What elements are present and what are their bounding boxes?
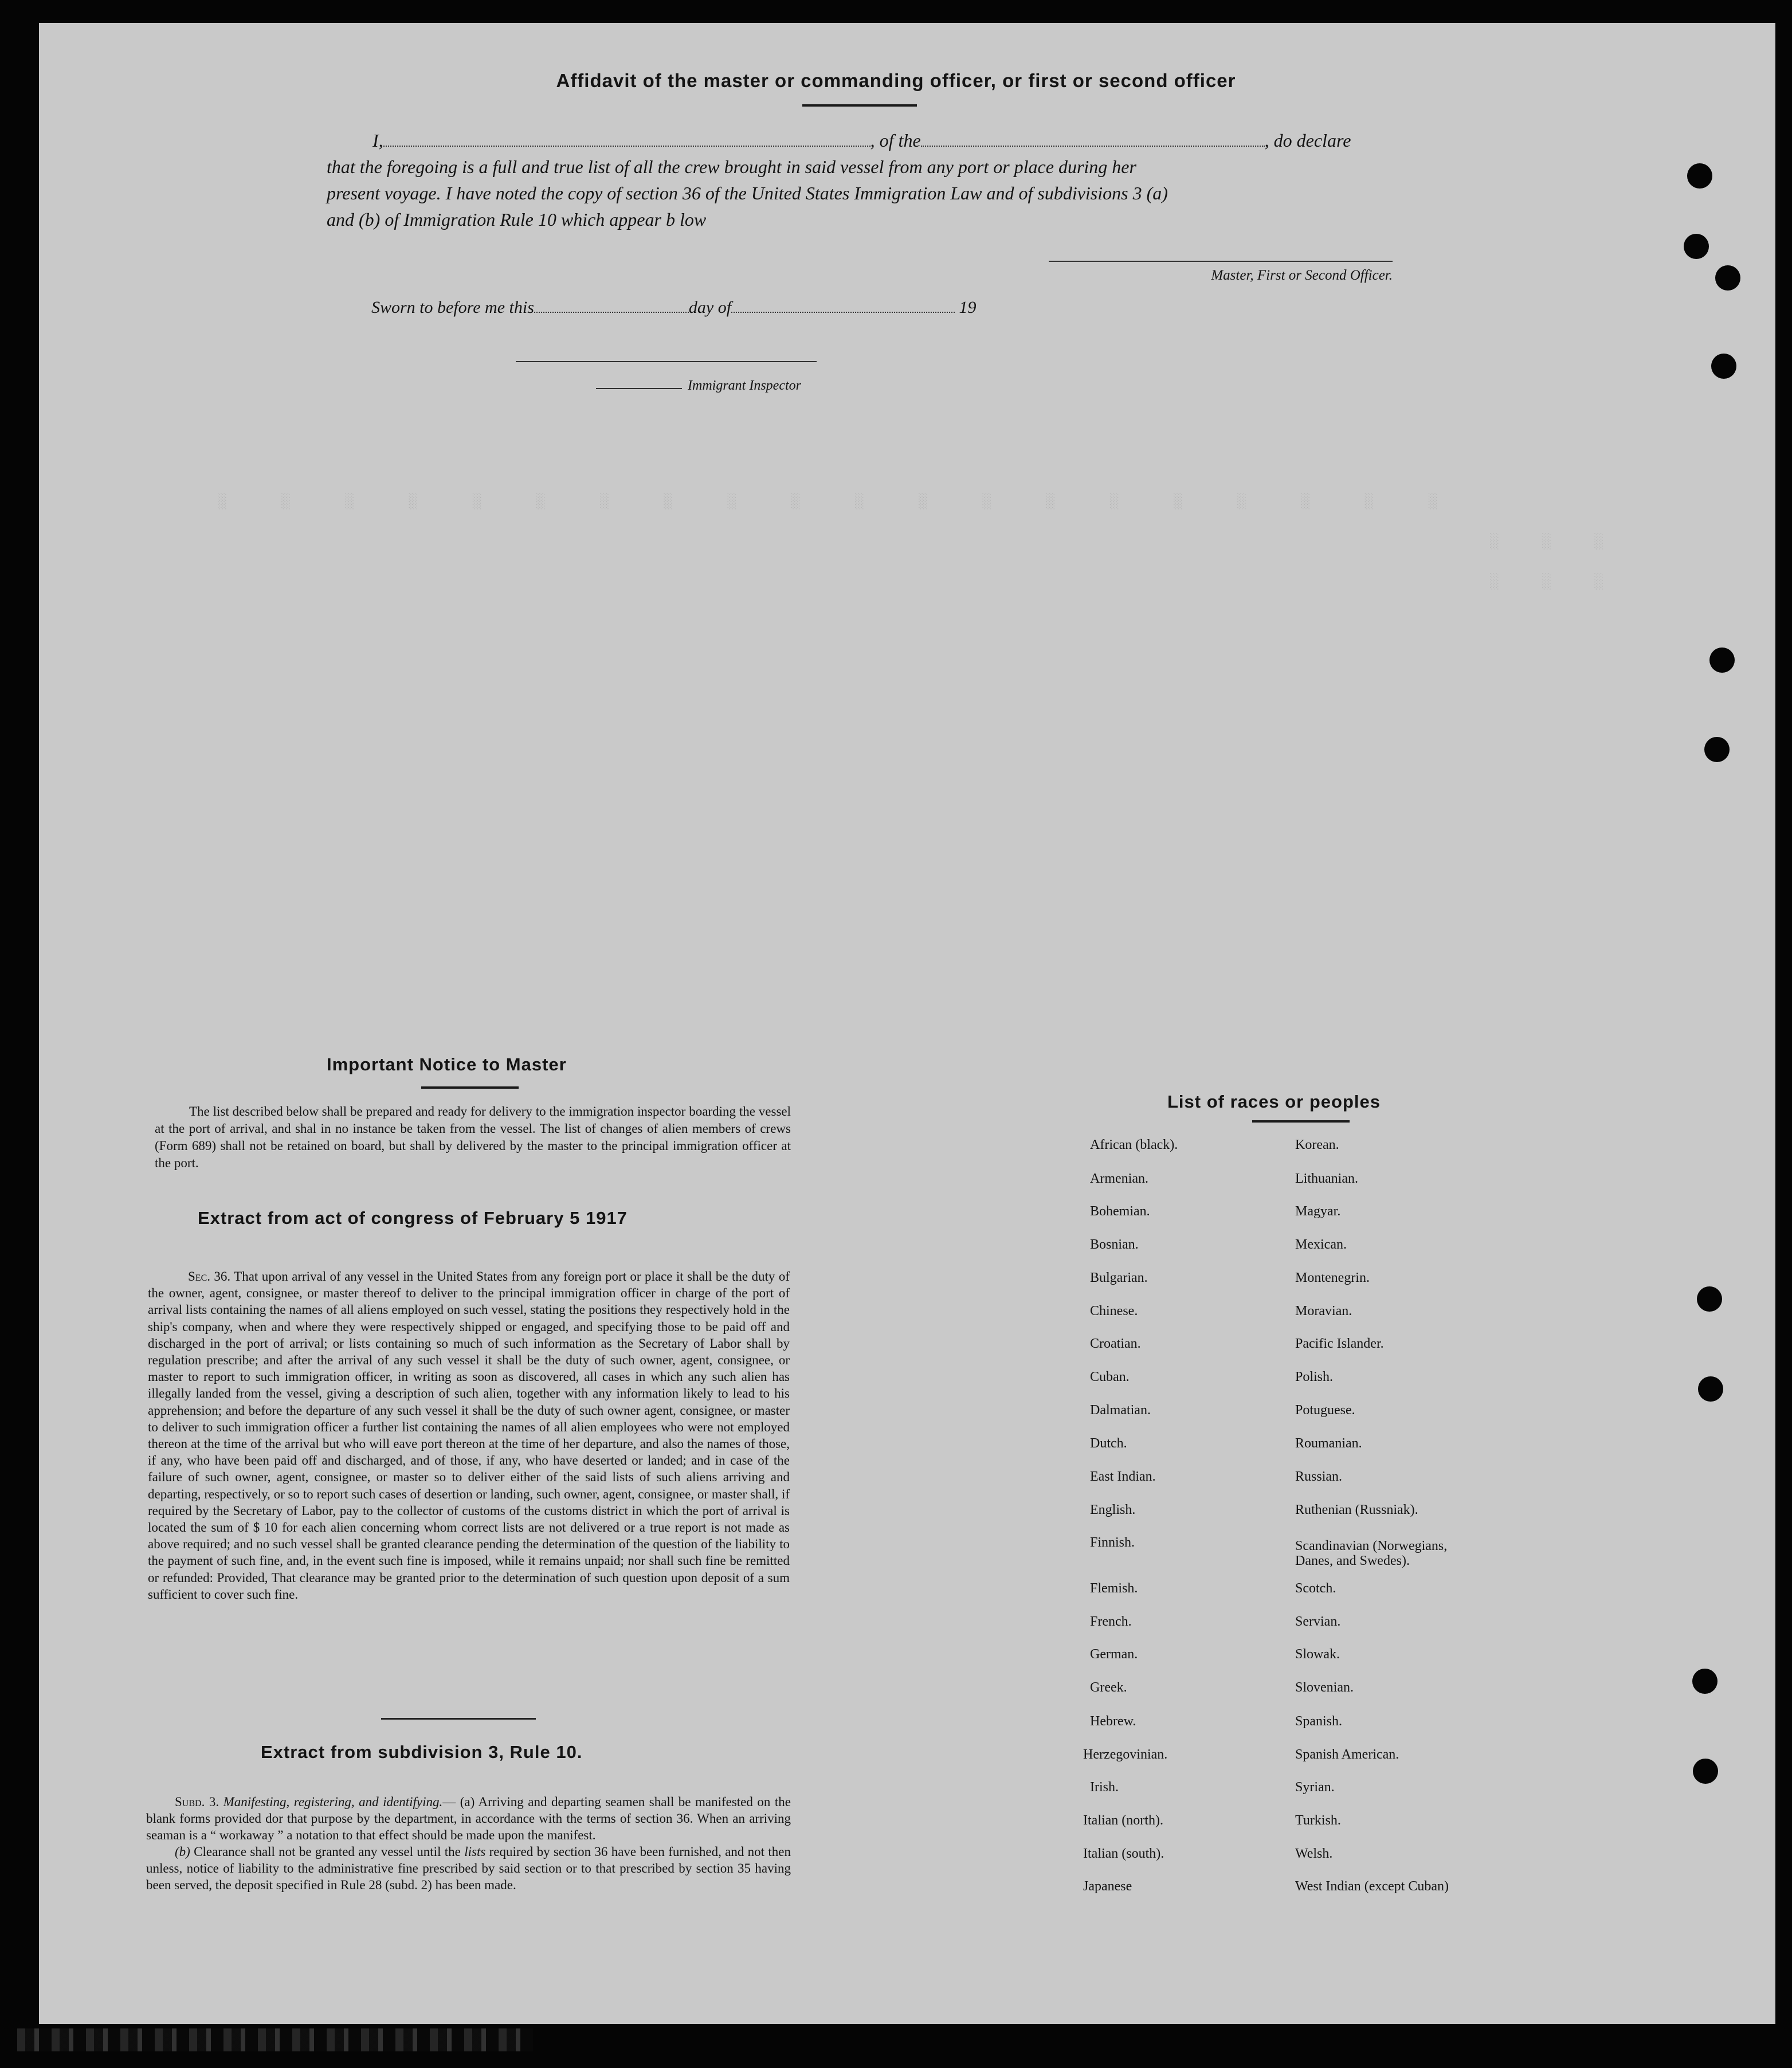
race-item: Dutch.	[1090, 1436, 1127, 1451]
race-item: Italian (south).	[1083, 1846, 1164, 1861]
punch-hole	[1697, 1286, 1722, 1312]
day-of-label: day of	[688, 298, 732, 317]
section-body: That upon arrival of any vessel in the United States from any foreign port or place it shall be the duty of the owner, agent, consignee, or master thereof to deliver to the principal immigration officer in charge of the port of arrival lists containing the names of all aliens employed on such vessel, stating the positions they respectively hold in the ship's company, when and where they were respectively shipped or engaged, and specifying those to be paid off and discharged in the port of arrival; or lists containing so much of such information as the Secretary of Labor shall by regulation prescribe; and after the arrival of any such vessel it shall be the duty of such owner, agent, consignee, or master to report to such immigration officer, in writing as soon as discovered, all cases in which any such alien has illegally landed from the vessel, giving a description of such alien, together with any information likely to lead to his apprehension; and before the departure of any such vessel it shall be the duty of such owner agent, consignee, or master to deliver to such immigration officer a further list containing the names of all alien employees who were not employed thereon at the time of the arrival but who will eave port thereon at the time of her departure, and also the names of those, if any, who have been paid off and discharged, and of those, if any, who have deserted or landed; and in case of the failure of such owner, agent, consignee, or master so to deliver either of the said lists of such aliens arriving and departing, respectively, or so to report such cases of desertion or landing, such owner, agent, consignee, or master shall, if required by the Secretary of Labor, pay to the collector of customs of the customs district in which the port of arrival is located the sum of $ 10 for each alien concerning whom correct lists are not delivered or a true report is not made as above required; and no such vessel shall be granted clearance pending the determination of the question of the liability to the payment of such fine, and, in the event such fine is imposed, while it remains unpaid; nor shall such fine be remitted or refunded: Provided, That clearance may be granted prior to the determination of such question upon deposit of a sum sufficient to cover such fine.	[148, 1269, 790, 1602]
affidavit-line: and (b) of Immigration Rule 10 which appear b low	[327, 209, 707, 230]
affidavit-body	[327, 127, 1393, 233]
affidavit-do-declare: , do declare	[1264, 130, 1351, 151]
inspector-signature-line[interactable]	[516, 361, 817, 362]
document-page	[39, 23, 1775, 2024]
show-through-text: ░ ░ ░	[1490, 533, 1621, 550]
race-item: Welsh.	[1295, 1846, 1333, 1861]
punch-hole	[1684, 234, 1709, 259]
inspector-short-line	[596, 388, 682, 389]
subd-para-b-pre: Clearance shall not be granted any vessel until the	[194, 1845, 461, 1859]
divider	[421, 1086, 519, 1089]
subdivision-3-text	[146, 1794, 791, 1893]
signature-label: Master, First or Second Officer.	[1211, 268, 1393, 283]
divider	[381, 1718, 536, 1720]
race-item: Pacific Islander.	[1295, 1336, 1384, 1351]
race-item: Turkish.	[1295, 1813, 1341, 1828]
race-item: Bulgarian.	[1090, 1270, 1148, 1285]
show-through-text: ░ ░ ░	[1490, 573, 1621, 590]
divider	[1252, 1120, 1350, 1123]
section-label: Sec. 36.	[188, 1269, 231, 1284]
show-through-text: ░ ░ ░ ░ ░ ░ ░ ░ ░ ░ ░ ░ ░ ░ ░ ░ ░ ░ ░ ░	[218, 493, 1461, 510]
subd-para-a: — (a) Arriving and departing seamen shall be manifested on the blank forms provided dor that purpose by the department, in accordance with the terms of section 36. When an arriving seaman is a “ workaway ” a notation to that effect should be made upon the manifest.	[146, 1795, 791, 1842]
punch-hole	[1693, 1759, 1718, 1784]
race-item: Slowak.	[1295, 1647, 1340, 1662]
affidavit-line: that the foregoing is a full and true list of all the crew brought in said vessel from any port or place during her	[327, 156, 1136, 177]
race-item: Italian (north).	[1083, 1813, 1163, 1828]
race-item: Bosnian.	[1090, 1237, 1139, 1252]
affidavit-title: Affidavit of the master or commanding officer, or first or second officer	[556, 70, 1236, 91]
race-item: English.	[1090, 1502, 1136, 1517]
race-item: Armenian.	[1090, 1171, 1148, 1186]
race-item: Roumanian.	[1295, 1436, 1362, 1451]
inspector-label: Immigrant Inspector	[688, 378, 801, 393]
race-item: Korean.	[1295, 1137, 1339, 1152]
section-36-text	[148, 1268, 790, 1603]
race-item: Hebrew.	[1090, 1714, 1136, 1729]
race-item: Bohemian.	[1090, 1204, 1150, 1219]
punch-hole	[1715, 265, 1740, 291]
race-item: Greek.	[1090, 1680, 1127, 1695]
race-item: Montenegrin.	[1295, 1270, 1370, 1285]
race-item: Moravian.	[1295, 1304, 1352, 1319]
extract-rule-title: Extract from subdivision 3, Rule 10.	[261, 1742, 583, 1762]
sworn-day-field[interactable]	[534, 312, 689, 313]
race-item: Croatian.	[1090, 1336, 1141, 1351]
subd-para-b-lists: lists	[464, 1845, 486, 1859]
race-item: Potuguese.	[1295, 1403, 1355, 1418]
affidavit-of-the: , of the	[870, 130, 921, 151]
race-item: Slovenian.	[1295, 1680, 1354, 1695]
subd-label: Subd. 3.	[175, 1795, 219, 1809]
race-item: Scotch.	[1295, 1581, 1336, 1596]
punch-hole	[1704, 737, 1730, 762]
name-field[interactable]	[383, 146, 870, 147]
race-item: Flemish.	[1090, 1581, 1138, 1596]
race-item: East Indian.	[1090, 1469, 1156, 1484]
race-item: German.	[1090, 1647, 1138, 1662]
punch-hole	[1692, 1669, 1718, 1694]
race-item: Syrian.	[1295, 1780, 1335, 1795]
race-item: Spanish.	[1295, 1714, 1343, 1729]
race-item: Magyar.	[1295, 1204, 1341, 1219]
race-item: Spanish American.	[1295, 1747, 1399, 1762]
race-item: Herzegovinian.	[1083, 1747, 1168, 1762]
sworn-label: Sworn to before me this	[371, 298, 534, 317]
notice-title: Important Notice to Master	[327, 1054, 567, 1074]
race-item: Polish.	[1295, 1369, 1334, 1384]
scan-edge-artifact	[17, 2028, 533, 2051]
punch-hole	[1711, 354, 1736, 379]
affidavit-line: present voyage. I have noted the copy of section 36 of the United States Immigration Law and of subdivisions 3 (a)	[327, 183, 1168, 203]
subd-b-label: (b)	[175, 1845, 190, 1859]
punch-hole	[1698, 1376, 1723, 1402]
race-item: Dalmatian.	[1090, 1403, 1151, 1418]
race-item: West Indian (except Cuban)	[1295, 1879, 1449, 1894]
signature-line[interactable]	[1049, 261, 1393, 262]
race-item: Cuban.	[1090, 1369, 1130, 1384]
subd-heading: Manifesting, registering, and identifying.	[223, 1795, 443, 1809]
punch-hole	[1709, 648, 1735, 673]
race-item: Lithuanian.	[1295, 1171, 1358, 1186]
race-item: African (black).	[1090, 1137, 1178, 1152]
race-item: Irish.	[1090, 1780, 1119, 1795]
extract-act-title: Extract from act of congress of February 5 1917	[198, 1208, 628, 1228]
race-item: Russian.	[1295, 1469, 1343, 1484]
race-item: Japanese	[1083, 1879, 1132, 1894]
race-item: Mexican.	[1295, 1237, 1347, 1252]
affidavit-i: I,	[372, 130, 383, 151]
race-item: Scandinavian (Norwegians, Danes, and Swedes).	[1295, 1539, 1448, 1568]
punch-hole	[1687, 163, 1712, 189]
sworn-line	[371, 298, 977, 317]
race-item: Finnish.	[1090, 1535, 1135, 1550]
races-title: List of races or peoples	[1167, 1092, 1381, 1112]
divider	[802, 104, 917, 107]
race-item: Ruthenian (Russniak).	[1295, 1502, 1418, 1517]
race-item: Chinese.	[1090, 1304, 1138, 1319]
notice-body: The list described below shall be prepared and ready for delivery to the immigration inspector boarding the vessel at the port of arrival, and shal in no instance be taken from the vessel. The list of changes of alien members of crews (Form 689) shall not be retained on board, but shall by delivered by the master to the principal immigration officer at the port.	[155, 1104, 791, 1170]
race-item: French.	[1090, 1614, 1132, 1629]
year-label: 19	[959, 298, 977, 317]
subd-para-b-post: required by section 36 have been furnished, and not then unless, notice of liability to the administrative fine prescribed by said section or to that prescribed by section 35 having been served, the deposit specified in Rule 28 (subd. 2) has been made.	[146, 1845, 791, 1892]
sworn-month-field[interactable]	[731, 312, 955, 313]
race-item: Servian.	[1295, 1614, 1341, 1629]
vessel-field[interactable]	[921, 146, 1265, 147]
